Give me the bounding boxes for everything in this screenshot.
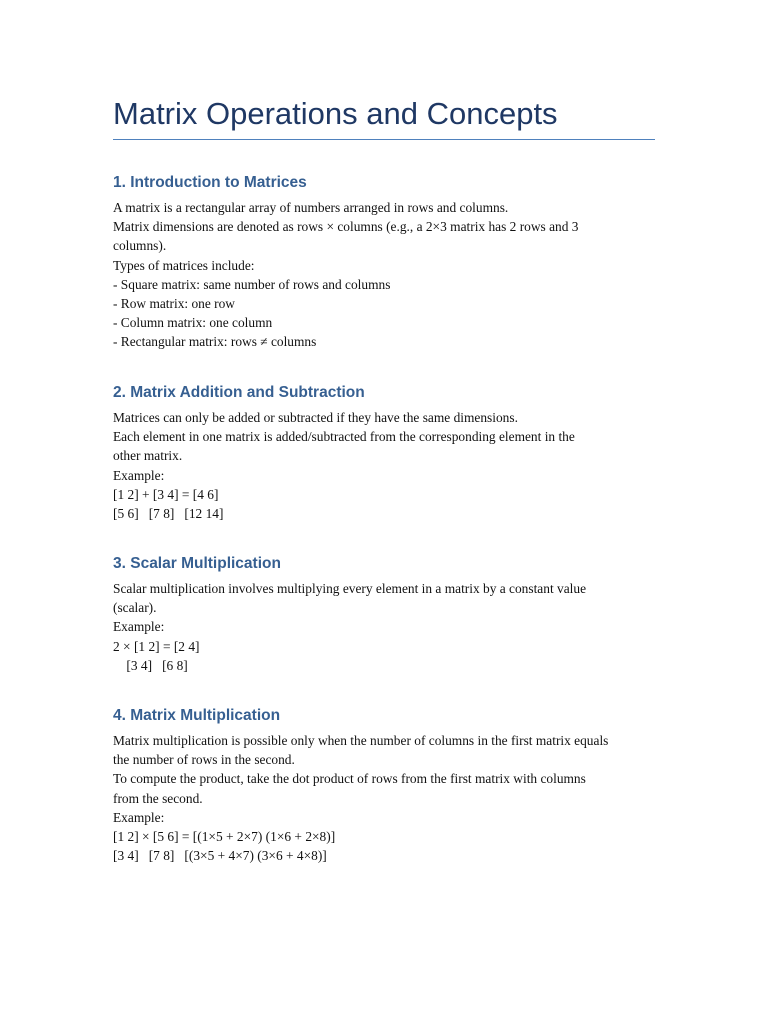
title-divider — [113, 139, 655, 140]
example-line: [1 2] + [3 4] = [4 6] — [113, 486, 219, 502]
example-line: [5 6] [7 8] [12 14] — [113, 506, 224, 522]
body-line: Matrix dimensions are denoted as rows × columns (e.g., a 2×3 matrix has 2 rows and 3 — [113, 219, 579, 235]
list-item: - Square matrix: same number of rows and columns — [113, 276, 391, 292]
example-label: Example: — [113, 809, 165, 825]
body-line: Types of matrices include: — [113, 257, 255, 273]
body-line: Matrices can only be added or subtracted if they have the same dimensions. — [113, 410, 518, 425]
section-body — [113, 731, 655, 865]
body-line: from the second. — [113, 790, 203, 806]
body-line: (scalar). — [113, 600, 157, 616]
list-item: - Column matrix: one column — [113, 315, 273, 331]
example-label: Example: — [113, 619, 165, 635]
example-line: [3 4] [7 8] [(3×5 + 4×7) (3×6 + 4×8)] — [113, 848, 327, 864]
section-heading: 1. Introduction to Matrices — [113, 174, 307, 191]
list-item: - Rectangular matrix: rows ≠ columns — [113, 334, 317, 350]
body-line: To compute the product, take the dot product of rows from the first matrix with columns — [113, 771, 586, 787]
section-heading: 4. Matrix Multiplication — [113, 707, 281, 724]
section-body — [113, 198, 655, 352]
body-line: Matrix multiplication is possible only when the number of columns in the first matrix equals — [113, 733, 609, 748]
body-line: columns). — [113, 238, 167, 254]
body-line: Scalar multiplication involves multiplying every element in a matrix by a constant value — [113, 581, 587, 596]
body-line: Each element in one matrix is added/subtracted from the corresponding element in the — [113, 429, 575, 445]
body-line: A matrix is a rectangular array of numbers arranged in rows and columns. — [113, 200, 509, 215]
section-body — [113, 579, 655, 675]
section-scalar-multiplication — [113, 553, 655, 675]
section-heading: 3. Scalar Multiplication — [113, 555, 281, 572]
section-heading: 2. Matrix Addition and Subtraction — [113, 384, 365, 401]
section-addition-subtraction — [113, 382, 655, 523]
list-item: - Row matrix: one row — [113, 296, 235, 312]
section-body — [113, 408, 655, 523]
section-matrix-multiplication — [113, 705, 655, 865]
example-line: [1 2] × [5 6] = [(1×5 + 2×7) (1×6 + 2×8)] — [113, 829, 336, 845]
page-title: Matrix Operations and Concepts — [113, 96, 558, 131]
example-label: Example: — [113, 467, 165, 483]
section-introduction — [113, 172, 655, 352]
body-line: other matrix. — [113, 448, 183, 464]
example-line: [3 4] [6 8] — [113, 657, 188, 673]
example-line: 2 × [1 2] = [2 4] — [113, 638, 200, 654]
body-line: the number of rows in the second. — [113, 752, 295, 768]
